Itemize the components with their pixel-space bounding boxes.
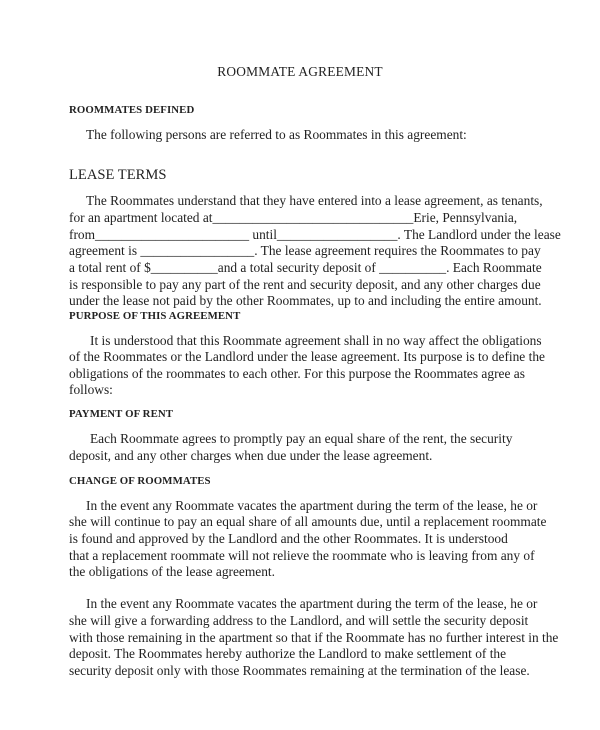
change-paragraph2-line: she will give a forwarding address to the Landlord, and will settle the security deposit <box>69 613 529 628</box>
purpose-line: follows: <box>69 382 113 397</box>
change-paragraph1-line: the obligations of the lease agreement. <box>69 564 275 579</box>
change-paragraph1-line: she will continue to pay an equal share of all amounts due, until a replacement roommate <box>69 514 547 529</box>
lease-terms-line: from_______________________ until__________________. The Landlord under the lease <box>69 227 561 242</box>
document-title: ROOMMATE AGREEMENT <box>217 64 383 79</box>
purpose-line: of the Roommates or the Landlord under the lease agreement. Its purpose is to define the <box>69 349 545 364</box>
section-heading-change: CHANGE OF ROOMMATES <box>69 475 211 487</box>
lease-terms-line: for an apartment located at______________________________Erie, Pennsylvania, <box>69 210 518 225</box>
change-paragraph1-line: that a replacement roommate will not relieve the roommate who is leaving from any of <box>69 548 535 563</box>
payment-line: deposit, and any other charges when due under the lease agreement. <box>69 448 433 463</box>
change-paragraph2-line: In the event any Roommate vacates the apartment during the term of the lease, he or <box>86 596 538 611</box>
section-heading-purpose: PURPOSE OF THIS AGREEMENT <box>69 310 241 322</box>
lease-terms-line: a total rent of $__________and a total security deposit of __________. Each Roommate <box>69 260 542 275</box>
section-heading-lease-terms: LEASE TERMS <box>69 167 167 183</box>
change-paragraph2-line: security deposit only with those Roommates remaining at the termination of the lease. <box>69 663 530 678</box>
section-heading-payment: PAYMENT OF RENT <box>69 408 174 420</box>
lease-terms-line: agreement is _________________. The lease agreement requires the Roommates to pay <box>69 243 541 258</box>
change-paragraph2-line: with those remaining in the apartment so that if the Roommate has no further interest in the <box>69 630 559 645</box>
purpose-line: obligations of the roommates to each other. For this purpose the Roommates agree as <box>69 366 525 381</box>
payment-line: Each Roommate agrees to promptly pay an equal share of the rent, the security <box>90 431 513 446</box>
purpose-line: It is understood that this Roommate agreement shall in no way affect the obligations <box>90 333 542 348</box>
lease-terms-line: is responsible to pay any part of the rent and security deposit, and any other charges due <box>69 277 541 292</box>
roommates-defined-line: The following persons are referred to as Roommates in this agreement: <box>86 127 467 142</box>
section-heading-roommates-defined: ROOMMATES DEFINED <box>69 104 195 116</box>
lease-terms-line: The Roommates understand that they have entered into a lease agreement, as tenants, <box>86 193 543 208</box>
lease-terms-line: under the lease not paid by the other Roommates, up to and including the entire amount. <box>69 293 542 308</box>
change-paragraph1-line: In the event any Roommate vacates the apartment during the term of the lease, he or <box>86 498 538 513</box>
change-paragraph1-line: is found and approved by the Landlord and the other Roommates. It is understood <box>69 531 508 546</box>
change-paragraph2-line: deposit. The Roommates hereby authorize the Landlord to make settlement of the <box>69 646 507 661</box>
